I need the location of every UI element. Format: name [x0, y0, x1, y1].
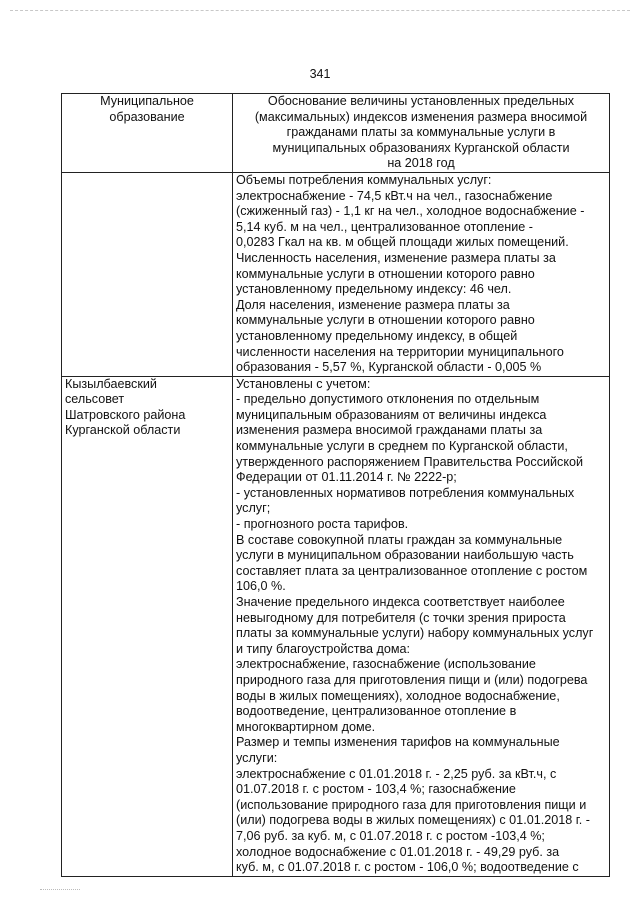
row1-justification — [233, 172, 610, 376]
row2-justification — [233, 376, 610, 876]
page-number: 341 — [309, 67, 331, 81]
row1-municipality — [62, 172, 233, 376]
row2-municipality-text: Кызылбаевский сельсовет Шатровского района Курганской области — [65, 376, 186, 438]
table-row — [62, 376, 610, 876]
row1-justification-text: Объемы потребления коммунальных услуг: электроснабжение - 74,5 кВт.ч на чел., газоснабжение (сжиженный газ) - 1,1 кг на чел., холодное водоснабжение - 5,14 куб. м на чел., централизованное отопление - 0,0283 Гкал на кв. м общей площади жилых помещений. Численность населения, изменение размера платы за коммунальные услуги в отношении которого равно установленному предельному индексу: 46 чел. Доля населения, изменение размера платы за коммунальные услуги в отношении которого равно установленному предельному индексу, в общей численности населения на территории муниципального образования - 5,57 %, Курганской области - 0,005 % — [236, 172, 585, 375]
justification-table — [61, 93, 610, 877]
row2-justification-text: Установлены с учетом: - предельно допустимого отклонения по отдельным муниципальным образованиям от величины индекса изменения размера вносимой гражданами платы за коммунальные услуги в среднем по Курганской области, утвержденного распоряжением Правительства Российской Федерации от 01.11.2014 г. № 2222-р; - установленных нормативов потребления коммунальных услуг; - прогнозного роста тарифов. В составе совокупной платы граждан за коммунальные услуги в муниципальном образовании наибольшую часть составляет плата за централизованное отопление с ростом 106,0 %. Значение предельного индекса соответствует наиболее невыгодному для потребителя (с точки зрения прироста платы за коммунальные услуги) набору коммунальных услуг и типу благоустройства дома: электроснабжение, газоснабжение (использование природного газа для приготовления пищи и (или) подогрева воды в жилых помещениях), холодное водоснабжение, водоотведение, централизованное отопление в многоквартирном доме. Размер и темпы изменения тарифов на коммунальные услуги: электроснабжение с 01.01.2018 г. - 2,25 руб. за кВт.ч, с 01.07.2018 г. с ростом - 103,4 %; газоснабжение (использование природного газа для приготовления пищи и (или) подогрева воды в жилых помещениях) с 01.01.2018 г. - 7,06 руб. за куб. м, с 01.07.2018 г. с ростом -103,4 %; холодное водоснабжение с 01.01.2018 г. - 49,29 руб. за куб. м, с 01.07.2018 г. с ростом - 106,0 %; водоотведение с — [236, 376, 594, 875]
header-municipality-text: Муниципальное образование — [100, 94, 194, 124]
scan-artifact-footer — [40, 889, 80, 891]
scan-artifact-line — [10, 10, 630, 12]
header-justification-text: Обоснование величины установленных предельных (максимальных) индексов изменения размера вносимой гражданами платы за коммунальные услуги в муниципальных образованиях Курганской области на 2018 год — [254, 94, 588, 171]
header-municipality — [62, 94, 233, 173]
header-justification — [233, 94, 610, 173]
table-row — [62, 172, 610, 376]
table-header-row — [62, 94, 610, 173]
row2-municipality — [62, 376, 233, 876]
